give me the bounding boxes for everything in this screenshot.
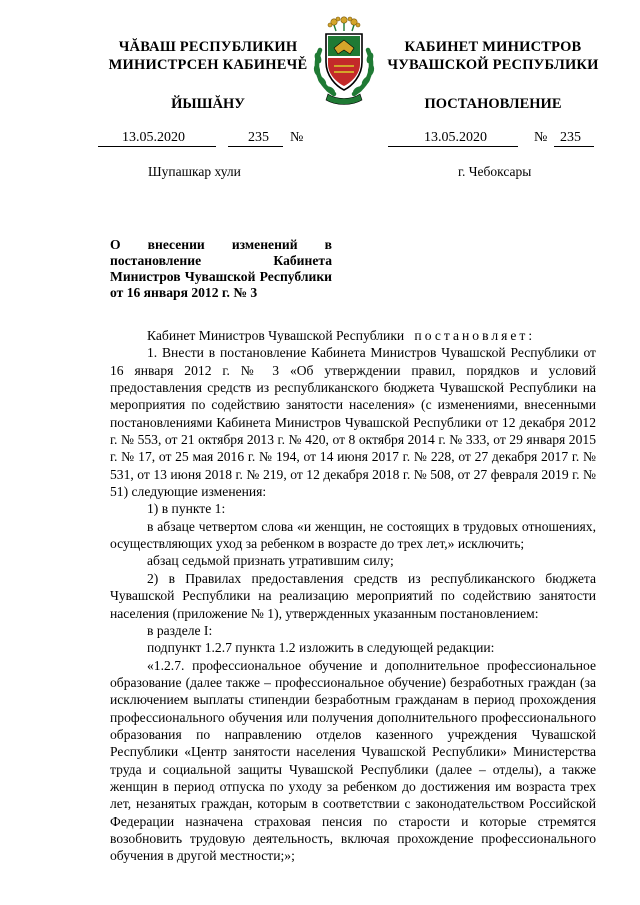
number-sign-right: № xyxy=(534,130,548,145)
date-number-left xyxy=(98,130,323,148)
intro-paragraph xyxy=(110,327,596,344)
intro-verb: постановляет: xyxy=(414,328,536,343)
body-paragraph: 2) в Правилах предоставления средств из республиканского бюджета Чувашской Республики на реализацию мероприятий по содействию занятости населения (приложение № 1), утвержденных указанным постановлением: xyxy=(110,570,596,621)
header-right-line2: ЧУВАШСКОЙ РЕСПУБЛИКИ xyxy=(387,57,599,73)
date-left: 13.05.2020 xyxy=(122,130,185,145)
coat-of-arms-icon xyxy=(304,14,384,106)
body-paragraph: 1) в пункте 1: xyxy=(147,501,226,517)
header-left xyxy=(92,38,324,74)
body-paragraph: 1. Внести в постановление Кабинета Министров Чувашской Республики от 16 января 2012 г. № 3 «Об утверждении правил, порядков и условий предоставления средств из республиканского бюджета Чувашской Республики на мероприятия по содействию занятости населения» (с изменениями, внесенными постановлениями Кабинета Министров Чувашской Республики от 12 декабря 2012 г. № 553, от 21 октября 2013 г. № 420, от 8 октября 2014 г. № 333, от 29 января 2015 г. № 17, от 25 мая 2016 г. № 194, от 14 июня 2017 г. № 228, от 27 декабря 2017 г. № 531, от 13 июня 2018 г. № 219, от 12 декабря 2018 г. № 508, от 27 февраля 2019 г. № 51) следующие изменения: xyxy=(110,345,596,500)
header-left-line1: ЧĂВАШ РЕСПУБЛИКИН xyxy=(118,39,298,55)
date-number-right xyxy=(388,130,598,148)
header-right xyxy=(382,38,604,74)
date-underline-left xyxy=(98,146,216,147)
header-left-line2: МИНИСТРСЕН КАБИНЕЧĚ xyxy=(108,57,308,73)
number-left: 235 xyxy=(248,130,269,145)
city-right: г. Чебоксары xyxy=(458,164,532,179)
emblem-shield xyxy=(326,34,362,90)
body-paragraph: подпункт 1.2.7 пункта 1.2 изложить в следующей редакции: xyxy=(147,640,495,656)
date-underline-right xyxy=(388,146,518,147)
body-paragraph: в разделе I: xyxy=(147,622,213,638)
city-left: Шупашкар хули xyxy=(148,164,241,179)
body-paragraph: абзац седьмой признать утратившим силу; xyxy=(147,553,394,569)
number-underline-right xyxy=(554,146,594,147)
document-subject: О внесении изменений в постановление Кабинета Министров Чувашской Республики от 16 января 2012 г. № 3 xyxy=(110,237,332,300)
body-paragraph: в абзаце четвертом слова «и женщин, не состоящих в трудовых отношениях, осуществляющих уход за ребенком в возрасте до трех лет,» исключить; xyxy=(110,518,596,552)
emblem-ribbon xyxy=(326,94,362,105)
number-underline-left xyxy=(228,146,283,147)
intro-lead: Кабинет Министров Чувашской Республики xyxy=(147,328,405,343)
doc-type-right: ПОСТАНОВЛЕНИЕ xyxy=(424,96,562,112)
body-paragraph: «1.2.7. профессиональное обучение и дополнительное профессиональное образование (далее также – профессиональное обучение) безработных граждан (за исключением выплаты стипендии безработным гражданам в период прохождения профессионального обучения или получения дополнительного профессионального образования по направлению отделов казенного учреждения Чувашской Республики «Центр занятости населения Чувашской Республики» Министерства труда и социальной защиты Чувашской Республики (далее – отделы), а также женщин в период отпуска по уходу за ребенком до достижения им возраста трех лет, незанятых граждан, которым в соответствии с законодательством Российской Федерации назначена страховая пенсия по старости и которые стремятся возобновить трудовую деятельность, включая прохождение профессионального обучения в другой местности;»; xyxy=(110,657,596,864)
emblem-flowers xyxy=(328,17,360,31)
doc-type-left: ЙЫШĂНУ xyxy=(171,96,245,112)
document-body xyxy=(110,327,596,865)
number-sign-left: № xyxy=(290,130,304,145)
date-right: 13.05.2020 xyxy=(424,130,487,145)
header-right-line1: КАБИНЕТ МИНИСТРОВ xyxy=(404,39,582,55)
number-right: 235 xyxy=(560,130,581,145)
